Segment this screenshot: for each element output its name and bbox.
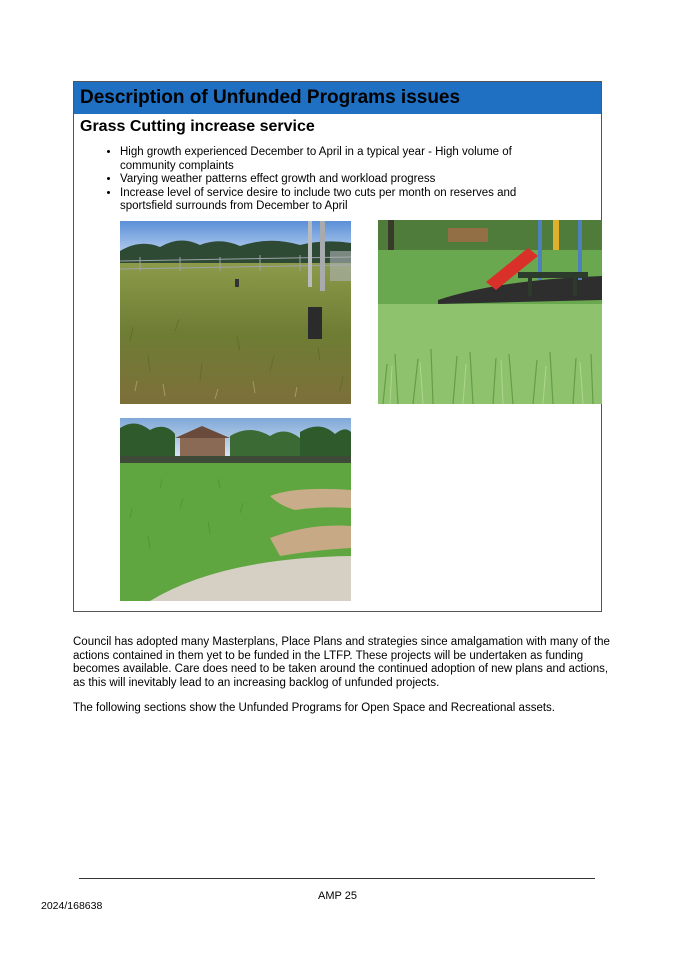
issue-bullet-list [74, 146, 570, 214]
bare-patches-field-photo [120, 418, 351, 601]
page-number: AMP 25 [318, 890, 357, 902]
panel-subtitle: Grass Cutting increase service [80, 118, 315, 135]
panel-header: Description of Unfunded Programs issues [74, 82, 601, 114]
document-reference: 2024/168638 [41, 900, 103, 912]
unfunded-programs-panel [73, 81, 602, 612]
body-paragraph-1: Council has adopted many Masterplans, Place Plans and strategies since amalgamation with many of the actions contained in them yet to be funded in the LTFP. These projects will be undertaken as funding becomes available. Care does need to be taken around the continued adoption of new plans and actions, as this will inevitably lead to an increasing backlog of unfunded projects. [73, 636, 610, 689]
playground-long-grass-photo [378, 220, 602, 404]
body-paragraph-2: The following sections show the Unfunded Programs for Open Space and Recreational assets. [73, 702, 555, 714]
bullet-item: • High growth experienced December to April in a typical year - High volume of community complaints [120, 146, 570, 173]
bullet-item: • Varying weather patterns effect growth and workload progress [120, 173, 570, 187]
overgrown-field-photo [120, 221, 351, 404]
footer-divider [79, 878, 595, 879]
bullet-item: • Increase level of service desire to include two cuts per month on reserves and sportsfield surrounds from December to April [120, 187, 570, 214]
